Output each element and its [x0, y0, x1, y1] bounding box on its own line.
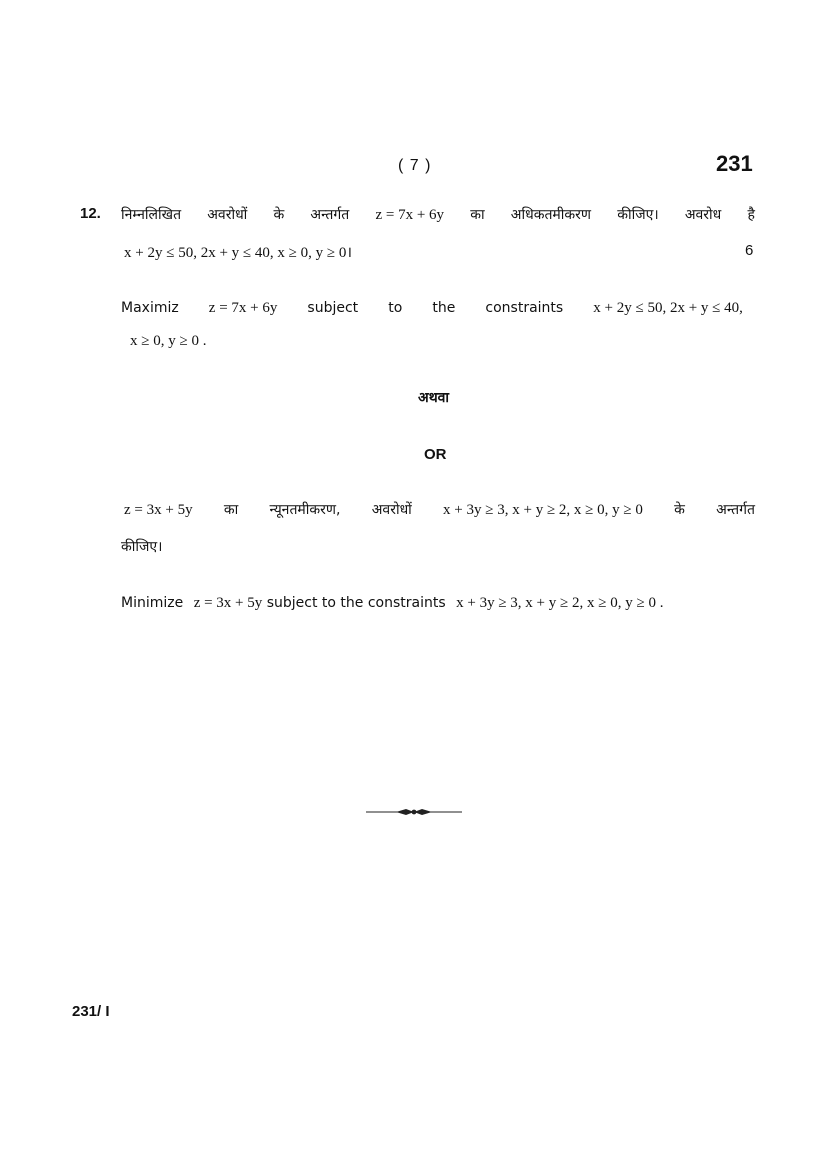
constraints-expression: x + 3y ≥ 3, x + y ≥ 2, x ≥ 0, y ≥ 0 [443, 502, 643, 518]
hindi-word: न्यूनतमीकरण, [269, 502, 341, 518]
or-separator-english: OR [424, 446, 447, 463]
footer-code: 231/ I [72, 1003, 110, 1020]
hindi-question-2-line-1 [124, 500, 755, 519]
end-ornament [366, 806, 462, 818]
english-middle: subject to the constraints [266, 595, 446, 611]
english-question-line-1 [121, 300, 743, 317]
hindi-word: कीजिए। [617, 207, 659, 223]
hindi-word: निम्नलिखित [121, 207, 182, 223]
hindi-word: अवरोधों [207, 207, 248, 223]
constraints-expression: x + 2y ≤ 50, 2x + y ≤ 40, [593, 300, 743, 316]
question-marks: 6 [745, 242, 754, 259]
objective-function: z = 7x + 6y [375, 207, 445, 223]
hindi-word: अवरोध [684, 207, 722, 223]
question-number: 12. [80, 205, 101, 222]
english-word: the [432, 300, 456, 316]
english-word: subject [307, 300, 359, 316]
english-question-2-line [121, 594, 663, 612]
hindi-word: है [747, 207, 755, 223]
hindi-word: का [470, 207, 485, 223]
page-number: ( 7 ) [398, 157, 432, 174]
objective-function: z = 3x + 5y [193, 595, 263, 611]
hindi-word: अन्तर्गत [310, 207, 350, 223]
english-word: Maximiz [121, 300, 179, 316]
or-separator-hindi: अथवा [418, 390, 450, 406]
objective-function: z = 7x + 6y [208, 300, 278, 316]
hindi-word: अन्तर्गत [716, 502, 755, 518]
objective-function: z = 3x + 5y [124, 502, 193, 518]
constraints-expression: x + 3y ≥ 3, x + y ≥ 2, x ≥ 0, y ≥ 0 . [456, 595, 664, 611]
hindi-word: के [674, 502, 685, 518]
hindi-word: अधिकतमीकरण [510, 207, 592, 223]
english-word: to [388, 300, 403, 316]
hindi-question-2-line-2: कीजिए। [121, 539, 163, 555]
hindi-constraints-line: x + 2y ≤ 50, 2x + y ≤ 40, x ≥ 0, y ≥ 0। [124, 245, 353, 261]
hindi-question-line-1 [121, 205, 755, 224]
hindi-word: का [223, 502, 239, 518]
english-word: constraints [485, 300, 564, 316]
hindi-word: अवरोधों [371, 502, 412, 518]
paper-code: 231 [716, 151, 753, 176]
hindi-word: के [273, 207, 285, 223]
english-constraints-line-2: x ≥ 0, y ≥ 0 . [130, 333, 207, 349]
english-prefix: Minimize [121, 595, 184, 611]
